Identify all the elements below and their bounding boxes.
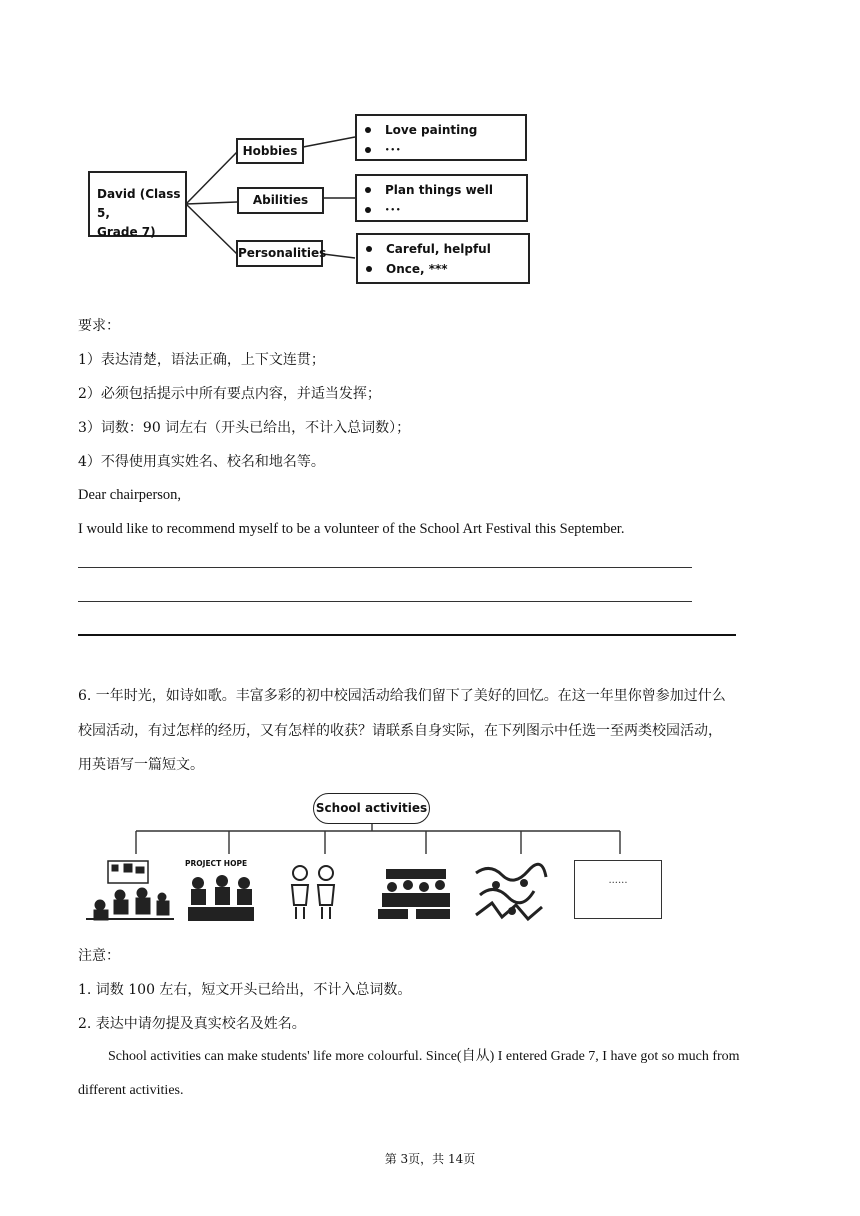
activity-picture-1 <box>86 855 174 923</box>
bullet-icon <box>366 266 372 272</box>
essay-start-line-1: School activities can make students' life more colourful. Since(自从) I entered Grade 7, I have got so much from <box>108 1049 740 1064</box>
project-hope-caption: PROJECT HOPE <box>185 859 248 868</box>
question-6-text: 校园活动，有过怎样的经历，又有怎样的收获？请联系自身实际，在下列图示中任选一至两类校园活动， <box>78 723 722 739</box>
bullet-icon <box>365 147 371 153</box>
note-item: 2. 表达中请勿提及真实校名及姓名。 <box>78 1016 306 1032</box>
answer-line[interactable] <box>78 567 692 568</box>
list-item <box>366 239 520 259</box>
answer-line[interactable] <box>78 601 692 602</box>
bullet-icon <box>365 207 371 213</box>
essay-start-line-2: different activities. <box>78 1083 184 1098</box>
page-number: 第 3页，共 14页 <box>384 1152 476 1166</box>
list-item-text: ••• <box>385 146 402 154</box>
list-item <box>366 259 520 279</box>
requirements-title: 要求： <box>78 318 120 334</box>
question-6-text: 6. 一年时光，如诗如歌。丰富多彩的初中校园活动给我们留下了美好的回忆。在这一年里你曾参加过什么 <box>78 688 726 704</box>
list-item <box>365 120 517 140</box>
school-activities-title-node: School activities <box>313 793 430 824</box>
mindmap-branch-hobbies: Hobbies <box>236 138 304 164</box>
mindmap-hobbies-list <box>355 114 527 161</box>
bullet-icon <box>365 127 371 133</box>
letter-greeting: Dear chairperson, <box>78 487 182 503</box>
activity-picture-4 <box>376 855 454 923</box>
list-item-text: ••• <box>385 206 402 214</box>
list-item <box>365 180 518 200</box>
note-item: 1. 词数 100 左右，短文开头已给出，不计入总词数。 <box>78 982 412 998</box>
notes-title: 注意： <box>78 948 120 964</box>
activity-picture-3 <box>286 855 342 923</box>
list-item-text: Love painting <box>385 123 478 137</box>
answer-line[interactable] <box>78 634 736 636</box>
requirement-item: 1）表达清楚，语法正确，上下文连贯； <box>78 352 325 368</box>
requirement-item: 2）必须包括提示中所有要点内容，并适当发挥； <box>78 386 381 402</box>
list-item-text: Careful, helpful <box>386 242 491 256</box>
mindmap-center-node: David (Class 5, Grade 7) <box>88 171 187 237</box>
bullet-icon <box>365 187 371 193</box>
activity-blank-box: ...... <box>574 860 662 919</box>
mindmap-branch-abilities: Abilities <box>237 187 324 214</box>
question-6-text: 用英语写一篇短文。 <box>78 757 204 773</box>
requirement-item: 4）不得使用真实姓名、校名和地名等。 <box>78 454 325 470</box>
mindmap-abilities-list <box>355 174 528 222</box>
list-item <box>365 140 517 160</box>
list-item <box>365 200 518 220</box>
list-item-text: Once, *** <box>386 262 448 276</box>
mindmap-branch-personalities: Personalities <box>236 240 323 267</box>
mindmap-personalities-list <box>356 233 530 284</box>
requirement-item: 3）词数：90 词左右（开头已给出，不计入总词数）； <box>78 420 411 436</box>
letter-opening: I would like to recommend myself to be a volunteer of the School Art Festival this September. <box>78 521 625 537</box>
list-item-text: Plan things well <box>385 183 494 197</box>
bullet-icon <box>366 246 372 252</box>
activity-picture-2 <box>184 855 256 923</box>
activity-picture-5 <box>472 855 548 923</box>
